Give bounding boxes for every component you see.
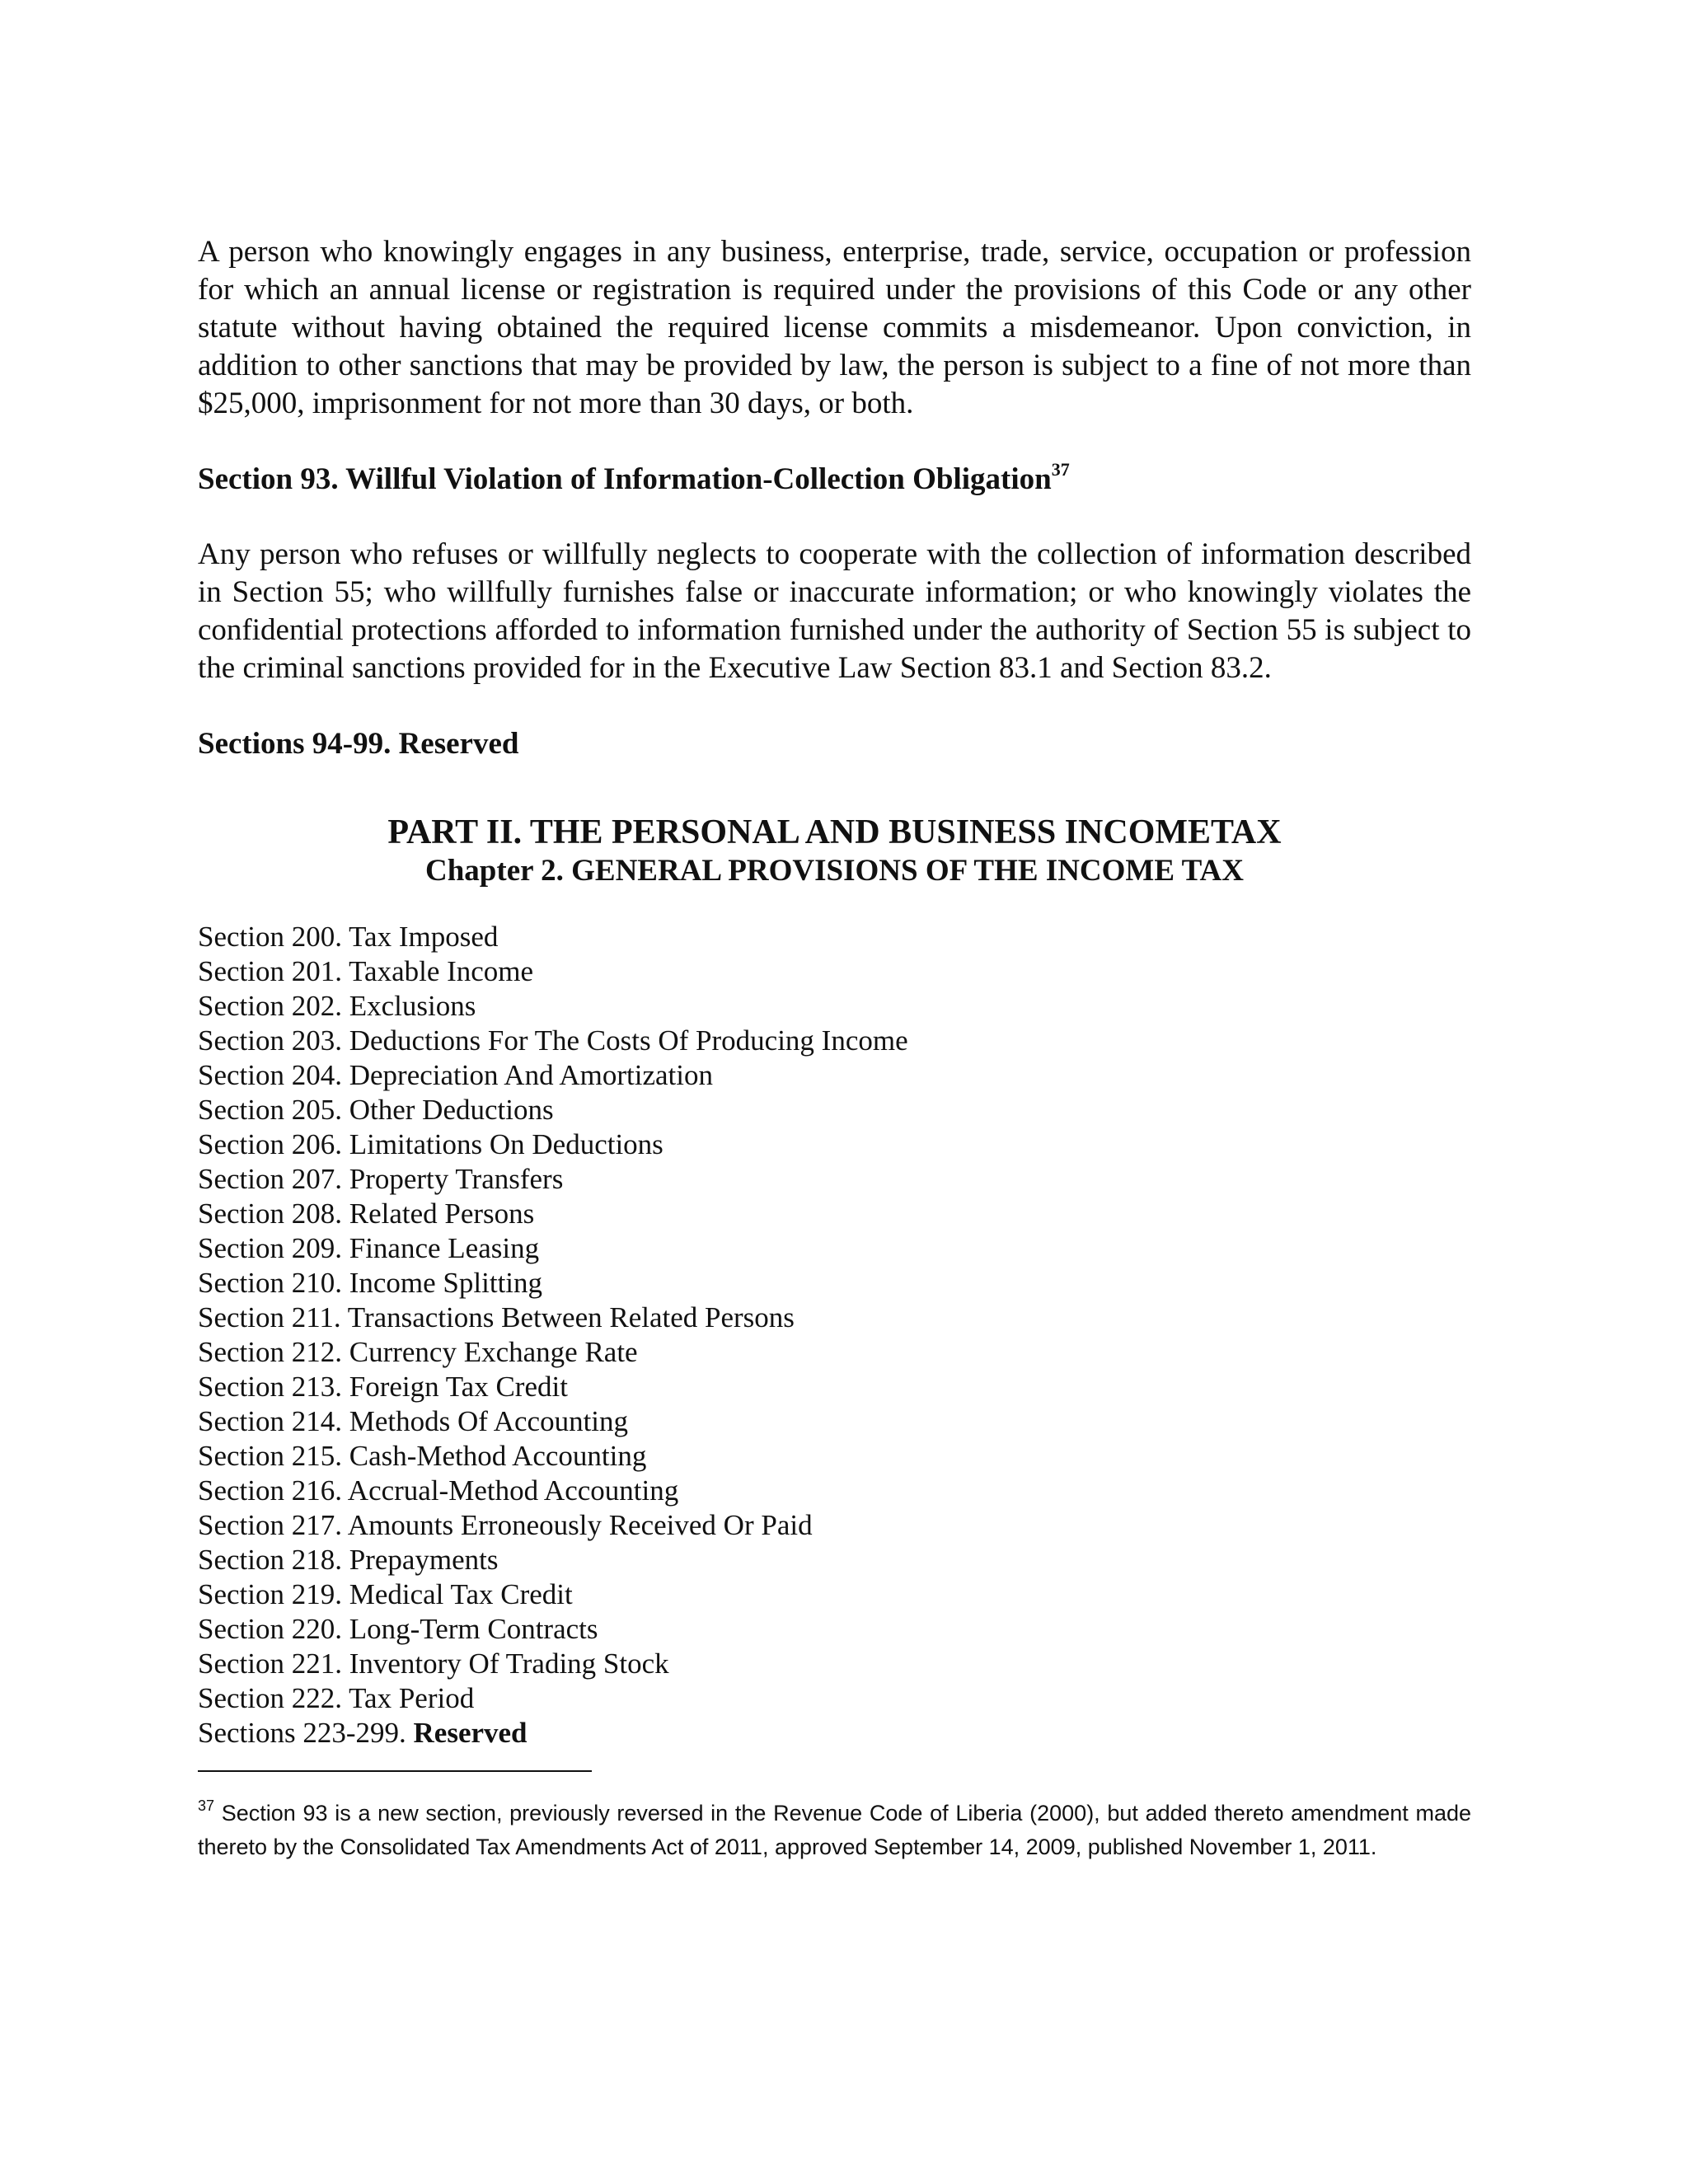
section-list-item: Section 202. Exclusions bbox=[198, 990, 476, 1022]
section-93-body: Any person who refuses or willfully neglects to cooperate with the collection of information described in Section 55; who willfully furnishes false or inaccurate information; or who knowingly violates the confidential protections afforded to information furnished under the authority of Section 55 is subject to the criminal sanctions provided for in the Executive Law Section 83.1 and Section 83.2. bbox=[198, 537, 1471, 685]
footnote-divider bbox=[198, 1770, 592, 1772]
sections-94-99-heading: Sections 94-99. Reserved bbox=[198, 727, 519, 761]
section-list-item: Section 207. Property Transfers bbox=[198, 1163, 564, 1195]
section-list-item: Section 210. Income Splitting bbox=[198, 1267, 543, 1299]
section-list-item: Section 221. Inventory Of Trading Stock bbox=[198, 1647, 669, 1680]
reserved-range: Sections 223-299. bbox=[198, 1717, 414, 1749]
section-list-item: Section 216. Accrual-Method Accounting bbox=[198, 1474, 679, 1507]
section-93-heading-text: Section 93. Willful Violation of Information-Collection Obligation bbox=[198, 462, 1052, 496]
footnote-text: Section 93 is a new section, previously reversed in the Revenue Code of Liberia (2000), but added thereto amendment made thereto by the Consolidated Tax Amendments Act of 2011, approved September 14, 2009, published November 1, 2011. bbox=[198, 1801, 1471, 1859]
section-list-item-reserved bbox=[198, 1716, 1471, 1750]
section-list-item: Section 213. Foreign Tax Credit bbox=[198, 1371, 568, 1403]
section-list-item: Section 204. Depreciation And Amortization bbox=[198, 1059, 714, 1091]
reserved-label: Reserved bbox=[413, 1717, 528, 1749]
section-list-item: Section 217. Amounts Erroneously Received Or Paid bbox=[198, 1509, 813, 1541]
section-list-item: Section 212. Currency Exchange Rate bbox=[198, 1336, 638, 1368]
section-list-item: Section 214. Methods Of Accounting bbox=[198, 1405, 629, 1437]
section-93-heading bbox=[198, 461, 1471, 499]
section-list-item: Section 211. Transactions Between Related Persons bbox=[198, 1301, 795, 1333]
section-list-item: Section 220. Long-Term Contracts bbox=[198, 1613, 598, 1645]
section-list-item: Section 203. Deductions For The Costs Of Producing Income bbox=[198, 1024, 908, 1057]
part-title: PART II. THE PERSONAL AND BUSINESS INCOMETAX bbox=[387, 813, 1282, 851]
intro-paragraph: A person who knowingly engages in any business, enterprise, trade, service, occupation or profession for which an annual license or registration is required under the provisions of this Code or any other statute without having obtained the required license commits a misdemeanor. Upon conviction, in addition to other sanctions that may be provided by law, the person is subject to a fine of not more than $25,000, imprisonment for not more than 30 days, or both. bbox=[198, 235, 1471, 420]
footnote bbox=[198, 1797, 1471, 1864]
section-list-item: Section 205. Other Deductions bbox=[198, 1094, 554, 1126]
section-list-item: Section 215. Cash-Method Accounting bbox=[198, 1440, 647, 1472]
section-list-item: Section 218. Prepayments bbox=[198, 1544, 499, 1576]
section-list-item: Section 222. Tax Period bbox=[198, 1682, 475, 1714]
section-list-item: Section 201. Taxable Income bbox=[198, 955, 534, 987]
section-list-item: Section 200. Tax Imposed bbox=[198, 921, 499, 953]
chapter-title: Chapter 2. GENERAL PROVISIONS OF THE INCOME TAX bbox=[425, 854, 1244, 888]
section-list-item: Section 219. Medical Tax Credit bbox=[198, 1578, 573, 1610]
footnote-number: 37 bbox=[198, 1797, 215, 1814]
document-page bbox=[198, 233, 1471, 1864]
footnote-reference[interactable]: 37 bbox=[1051, 459, 1070, 480]
section-list-item: Section 206. Limitations On Deductions bbox=[198, 1128, 663, 1160]
section-list-item: Section 208. Related Persons bbox=[198, 1197, 535, 1230]
section-list bbox=[198, 920, 1471, 1750]
section-list-item: Section 209. Finance Leasing bbox=[198, 1232, 540, 1264]
